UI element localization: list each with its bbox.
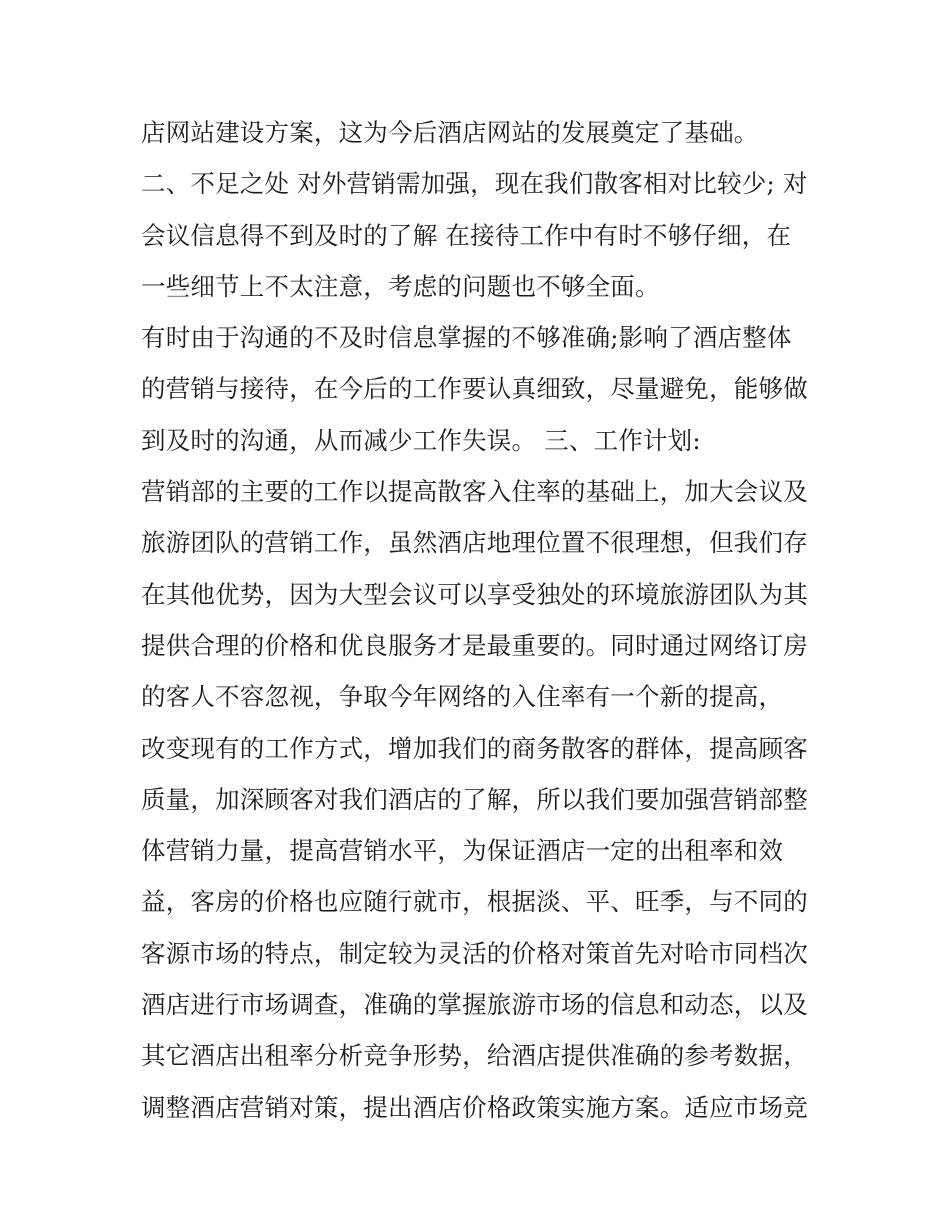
text-line: 客源市场的特点，制定较为灵活的价格对策首先对哈市同档次: [141, 938, 808, 968]
text-line: 调整酒店营销对策，提出酒店价格政策实施方案。适应市场竞: [141, 1092, 808, 1122]
text-line: 酒店进行市场调查，准确的掌握旅游市场的信息和动态，以及: [141, 990, 808, 1020]
text-line: 的客人不容忽视，争取今年网络的入住率有一个新的提高，: [141, 682, 784, 712]
text-line: 会议信息得不到及时的了解 在接待工作中有时不够仔细，在: [141, 220, 792, 250]
text-line: 旅游团队的营销工作，虽然酒店地理位置不很理想，但我们存: [141, 528, 808, 558]
text-line: 的营销与接待，在今后的工作要认真细致，尽量避免，能够做: [141, 374, 808, 404]
text-line: 益，客房的价格也应随行就市，根据淡、平、旺季，与不同的: [141, 887, 808, 917]
text-line: 改变现有的工作方式，增加我们的商务散客的群体，提高顾客: [141, 733, 808, 763]
text-line: 店网站建设方案，这为今后酒店网站的发展奠定了基础。: [141, 118, 759, 147]
body-text: [141, 107, 821, 1133]
text-line: 有时由于沟通的不及时信息掌握的不够准确;影响了酒店整体: [141, 323, 792, 353]
text-line: 到及时的沟通，从而减少工作失误。 三、工作计划:: [141, 425, 701, 455]
text-line: 提供合理的价格和优良服务才是最重要的。同时通过网络订房: [141, 630, 808, 660]
text-line: 在其他优势，因为大型会议可以享受独处的环境旅游团队为其: [141, 579, 808, 609]
text-line: 质量，加深顾客对我们酒店的了解，所以我们要加强营销部整: [141, 784, 808, 814]
text-line: 体营销力量，提高营销水平，为保证酒店一定的出租率和效: [141, 836, 784, 866]
text-line: 营销部的主要的工作以提高散客入住率的基础上，加大会议及: [141, 477, 808, 507]
text-line: 二、不足之处 对外营销需加强，现在我们散客相对比较少; 对: [141, 169, 808, 199]
text-line: 一些细节上不太注意，考虑的问题也不够全面。: [141, 271, 660, 301]
text-line: 其它酒店出租率分析竞争形势，给酒店提供准确的参考数据，: [141, 1041, 808, 1071]
